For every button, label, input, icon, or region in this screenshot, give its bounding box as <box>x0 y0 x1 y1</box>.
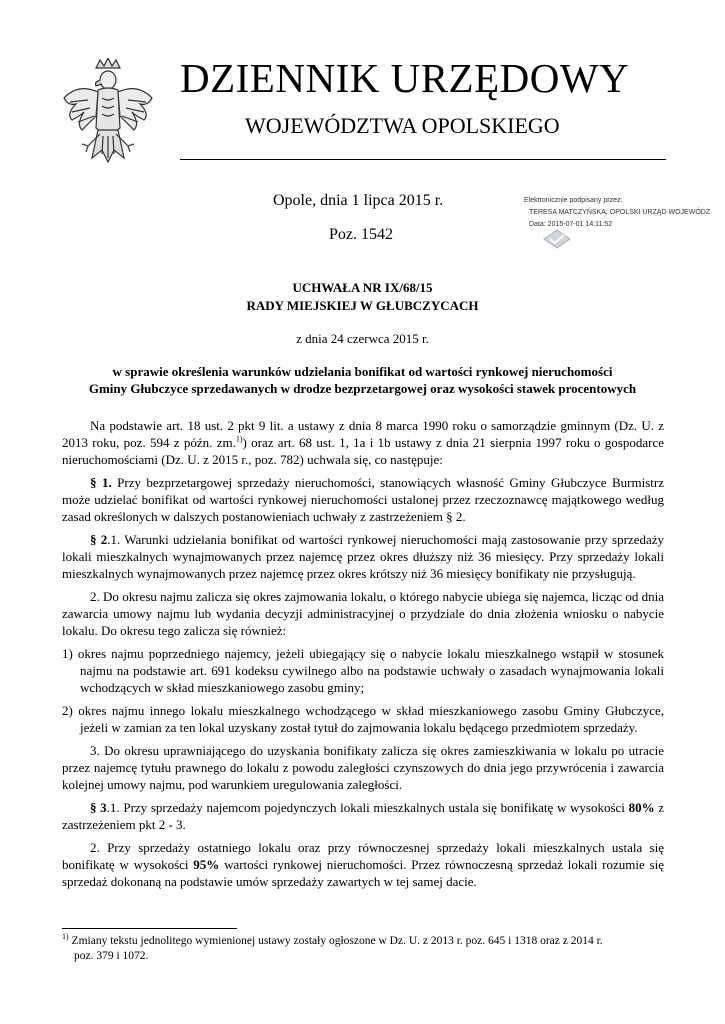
bonus-95: 95% <box>193 857 220 872</box>
position-number: Poz. 1542 <box>329 226 393 243</box>
footnote-ref: 1) <box>235 434 243 444</box>
signature-label: Elektronicznie podpisany przez: <box>524 197 623 204</box>
footnote-marker: 1) <box>62 932 69 942</box>
footnote: $^{1)}$ Zmiany tekstu jednolitego wymienionej ustawy zostały ogłoszone w Dz. U. z 2013 r. poz. 645 i 1318 oraz z 2014 r. poz. 379 i 1072. <box>62 934 664 964</box>
signature-signer: TERESA MATCZYŃSKA; OPOLSKI URZĄD WOJEWÓDZ <box>529 209 711 216</box>
section-2-list-item-1: 1) okres najmu poprzedniego najemcy, jeżeli ubiegający się o nabycie lokalu mieszkalnego wstąpił w stosunek najmu na podstawie art. 691 kodeksu cywilnego albo na podstawie uchwały o zasadach wynajmowania lokali wchodzących w skład mieszkaniowego zasobu gminy; <box>62 646 664 695</box>
bonus-80: 80% <box>628 800 655 815</box>
resolution-body <box>62 417 664 896</box>
section-3-1: § 3.1. Przy sprzedaży najemcom pojedynczych lokali mieszkalnych ustala się bonifikatę w wysokości 80% z zastrzeżeniem pkt 2 - 3. <box>62 800 664 832</box>
journal-title: DZIENNIK URZĘDOWY <box>180 55 630 101</box>
section-2-label: § 2 <box>90 532 108 547</box>
resolution-number: UCHWAŁA NR IX/68/15 <box>292 280 433 295</box>
resolution-subject-line1: w sprawie określenia warunków udzielania bonifikat od wartości rynkowej nieruchomości <box>112 364 613 379</box>
footnote-divider <box>62 928 237 929</box>
header-divider <box>180 159 666 160</box>
section-2-3: 3. Do okresu uprawniającego do uzyskania bonifikaty zalicza się okres zamieszkiwania w lokalu po utracie przez najemcę tytułu prawnego do lokalu z powodu zaległości czynszowych do dnia jego przywrócenia i zawarcia kolejnej umowy najmu, pod warunkiem uregulowania zaległości. <box>62 743 664 792</box>
section-3-2: 2. Przy sprzedaży ostatniego lokalu oraz przy równoczesnej sprzedaży lokali mieszkalnych ustala się bonifikatę w wysokości 95% wartości rynkowej nieruchomości. Przez równoczesną sprzedaż lokali rozumie się sprzedaż dokonaną na podstawie umów sprzedaży zawartych w tej samej dacie. <box>62 840 664 889</box>
section-1: § 1. Przy bezprzetargowej sprzedaży nieruchomości, stanowiących własność Gminy Głubczyce Burmistrz może udzielać bonifikat od wartości rynkowej nieruchomości ustalonej przez rzeczoznawcę majątkowego według zasad określonych w dalszych postanowieniach uchwały z zastrzeżeniem § 2. <box>62 475 664 524</box>
journal-subtitle: WOJEWÓDZTWA OPOLSKIEGO <box>245 113 560 138</box>
signature-date: Data: 2015-07-01 14:11:52 <box>529 221 613 228</box>
resolution-subject-line2: Gminy Głubczyce sprzedawanych w drodze bezprzetargowej oraz wysokości stawek procentowych <box>88 381 637 396</box>
footnote-continuation: poz. 379 i 1072. <box>74 950 149 962</box>
publication-date: Opole, dnia 1 lipca 2015 r. <box>273 192 444 209</box>
section-2-1: § 2.1. Warunki udzielania bonifikat od wartości rynkowej nieruchomości mają zastosowanie przy sprzedaży lokali mieszkalnych wynajmowanych przez najemcę przez okres dłuższy niż 36 miesięcy. Przy sprzedaży lokali mieszkalnych wynajmowanych przez najemcę przez okres krótszy niż 36 miesięcy bonifikaty nie przysługują. <box>62 532 664 581</box>
preamble: Na podstawie art. 18 ust. 2 pkt 9 lit. a ustawy z dnia 8 marca 1990 roku o samorządzie gminnym (Dz. U. z 2013 roku, poz. 594 z późn. zm.$^{1)}$) oraz art. 68 ust. 1, 1a i 1b ustawy z dnia 21 sierpnia 1997 roku o gospodarce nieruchomościami (Dz. U. z 2015 r., poz. 782) uchwala się, co następuje: <box>62 418 664 467</box>
resolution-council: RADY MIEJSKIEJ W GŁUBCZYCACH <box>246 298 479 313</box>
section-3-label: § 3 <box>90 800 107 815</box>
section-1-label: § 1. <box>90 475 112 490</box>
resolution-date: z dnia 24 czerwca 2015 r. <box>296 331 429 346</box>
polish-eagle-emblem-icon <box>58 58 158 178</box>
section-2-list-item-2: 2) okres najmu innego lokalu mieszkalnego wchodzącego w skład mieszkaniowego zasobu Gminy Głubczyce, jeżeli w zamian za ten lokal uzyskany został tytuł do zajmowania lokalu będącego przedmiotem sprzedaży. <box>62 703 664 735</box>
signature-verified-icon <box>540 228 574 250</box>
section-2-2: 2. Do okresu najmu zalicza się okres zajmowania lokalu, o którego nabycie ubiega się najemca, licząc od dnia zawarcia umowy najmu lub wydania decyzji administracyjnej o przydziale do dnia złożenia wniosku o nabycie lokalu. Do okresu tego zalicza się również: <box>62 589 664 638</box>
